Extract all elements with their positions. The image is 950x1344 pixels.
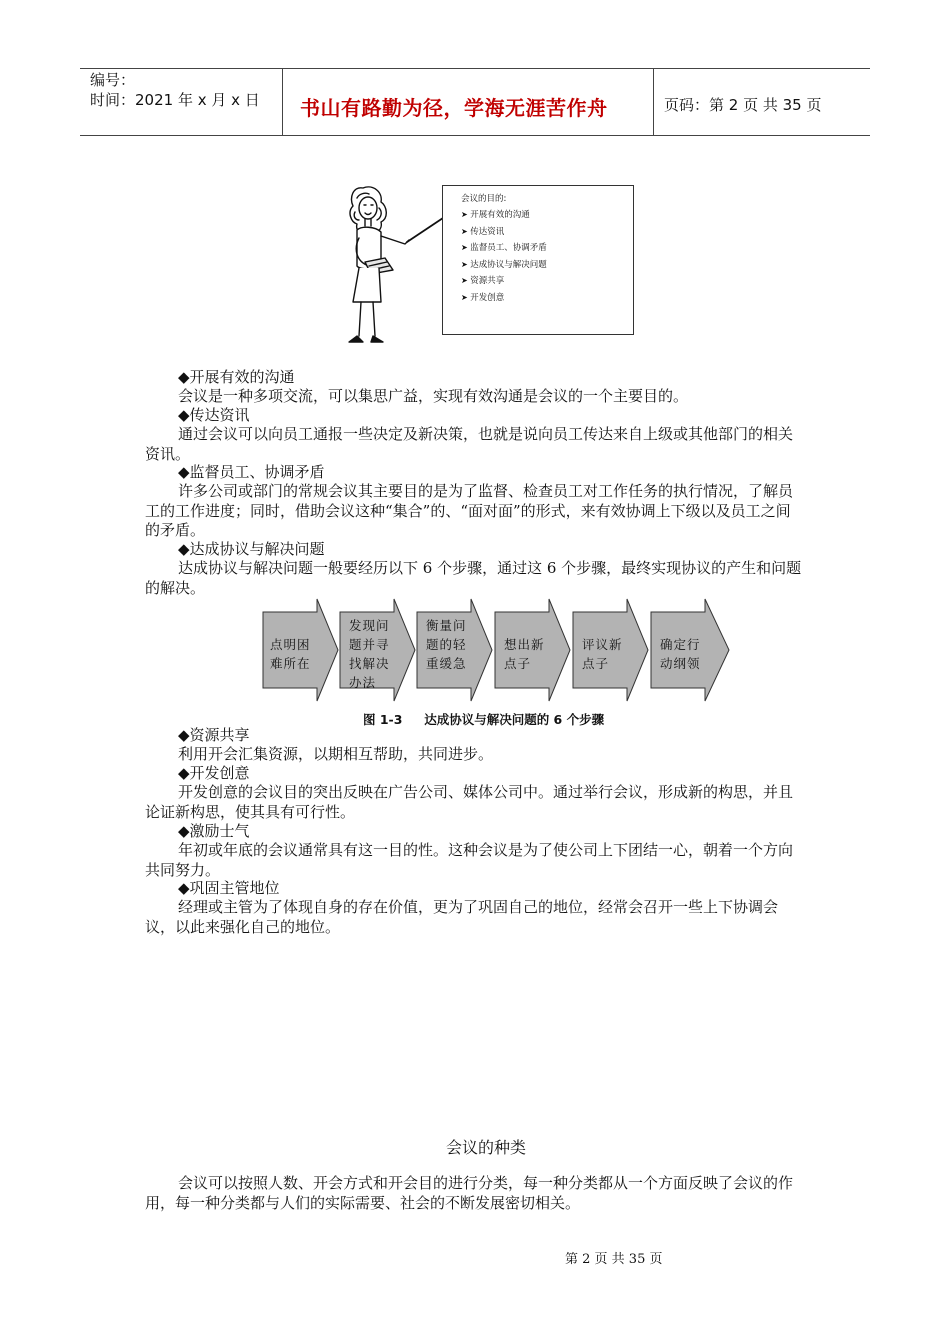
- section-heading: ◆传达资讯: [178, 406, 250, 424]
- section-heading: ◆监督员工、协调矛盾: [178, 463, 325, 481]
- presenter-illustration: [335, 178, 455, 348]
- section-text: 达成协议与解决问题一般要经历以下 6 个步骤，通过这 6 个步骤，最终实现协议的产生和问题的解决。: [145, 559, 802, 597]
- section-heading: ◆达成协议与解决问题: [178, 540, 325, 558]
- header-divider-left: [282, 68, 283, 136]
- header-time: 时间：2021 年 x 月 x 日: [90, 91, 260, 109]
- purpose-item: ➤ 监督员工、协调矛盾: [461, 240, 547, 257]
- step-label: 想出新 点子: [504, 637, 545, 671]
- purpose-item: ➤ 开发创意: [461, 290, 547, 307]
- step-label: 衡量问 题的轻 重缓急: [426, 618, 467, 671]
- header-motto: 书山有路勤为径，学海无涯苦作舟: [300, 96, 608, 120]
- section-text: 通过会议可以向员工通报一些决定及新决策，也就是说向员工传达来自上级或其他部门的相关资讯。: [145, 425, 794, 463]
- purpose-box-title: 会议的目的:: [461, 194, 507, 204]
- purpose-list: [461, 207, 547, 307]
- section-heading: ◆激励士气: [178, 822, 250, 840]
- section-heading: ◆巩固主管地位: [178, 879, 280, 897]
- figure-caption: 图 1-3 达成协议与解决问题的 6 个步骤: [363, 712, 605, 727]
- section-text: 开发创意的会议目的突出反映在广告公司、媒体公司中。通过举行会议，形成新的构思，并且论证新构思，使其具有可行性。: [145, 783, 794, 821]
- section-heading: ◆开展有效的沟通: [178, 368, 295, 386]
- step-label: 确定行 动纲领: [660, 637, 701, 671]
- section-text: 许多公司或部门的常规会议其主要目的是为了监督、检查员工对工作任务的执行情况，了解员工的工作进度；同时，借助会议这种“集合”的、“面对面”的形式，来有效协调上下级以及员工之间的矛盾。: [145, 482, 794, 539]
- header-number: 编号：: [90, 71, 136, 89]
- section-title: 会议的种类: [446, 1138, 527, 1157]
- header-bottom-rule: [80, 135, 870, 136]
- section-text: 会议是一种多项交流，可以集思广益，实现有效沟通是会议的一个主要目的。: [178, 387, 689, 405]
- section-heading: ◆开发创意: [178, 764, 250, 782]
- section-text: 经理或主管为了体现自身的存在价值，更为了巩固自己的地位，经常会召开一些上下协调会议，以此来强化自己的地位。: [145, 898, 779, 936]
- purpose-item: ➤ 开展有效的沟通: [461, 207, 547, 224]
- section-text: 年初或年底的会议通常具有这一目的性。这种会议是为了使公司上下团结一心，朝着一个方向共同努力。: [145, 841, 794, 879]
- purpose-box: [442, 185, 634, 335]
- purpose-item: ➤ 资源共享: [461, 273, 547, 290]
- page-footer: 第 2 页 共 35 页: [565, 1252, 663, 1267]
- header-top-rule: [80, 68, 870, 69]
- purpose-item: ➤ 传达资讯: [461, 224, 547, 241]
- header-divider-right: [653, 68, 654, 136]
- step-label: 发现问 题并寻 找解决 办法: [349, 618, 390, 690]
- purpose-item: ➤ 达成协议与解决问题: [461, 257, 547, 274]
- closing-paragraph: 会议可以按照人数、开会方式和开会目的进行分类，每一种分类都从一个方面反映了会议的作用，每一种分类都与人们的实际需要、社会的不断发展密切相关。: [145, 1174, 794, 1212]
- section-heading: ◆资源共享: [178, 726, 250, 744]
- header-page: 页码：第 2 页 共 35 页: [664, 96, 822, 114]
- step-label: 评议新 点子: [582, 637, 623, 671]
- step-label: 点明困 难所在: [270, 637, 311, 671]
- section-text: 利用开会汇集资源，以期相互帮助，共同进步。: [178, 745, 494, 763]
